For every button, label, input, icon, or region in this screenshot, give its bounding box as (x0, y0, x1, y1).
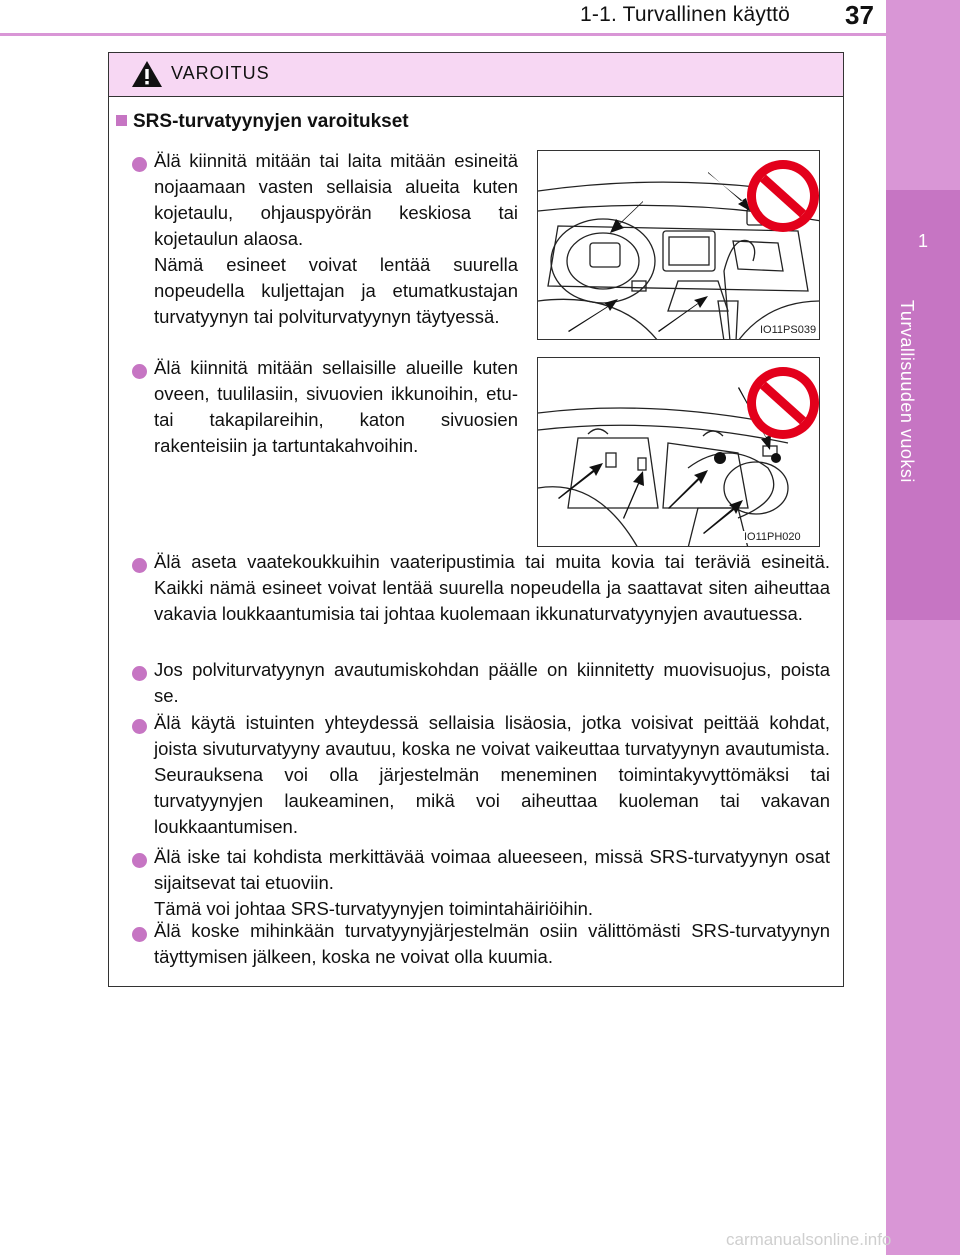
chapter-title: Turvallisuuden vuoksi (897, 300, 917, 483)
figure-code: IO11PH020 (744, 531, 801, 543)
warning-item-4: Jos polviturvatyynyn avautumiskohdan päälle on kiinnitetty muovisuojus, poista se. (154, 659, 830, 706)
dashboard-illustration (537, 150, 820, 340)
section-heading: SRS-turvatyynyjen varoitukset (116, 111, 409, 133)
bullet-icon (132, 719, 147, 734)
warning-item-3: Älä aseta vaatekoukkuihin vaateripustimia tai muita kovia tai teräviä esineitä. Kaikki nämä esineet voivat lentää suurella nopeudella ja saattavat siten aiheuttaa vakavia loukkaantumisia tai johtaa kuolemaan ikkunaturvatyynyjen avautuessa. (154, 551, 830, 624)
section-title: 1-1. Turvallinen käyttö (580, 3, 791, 26)
prohibition-icon (747, 160, 819, 232)
side-tab (886, 0, 960, 1255)
page-number: 37 (845, 0, 874, 30)
bullet-icon (132, 364, 147, 379)
warning-item-5: Älä käytä istuinten yhteydessä sellaisia lisäosia, jotka voisivat peittää kohdat, joista sivuturvatyyny avautuu, koska ne voivat vaikeuttaa turvatyynyn avautumista. Seurauksena voi olla järjestelmän meneminen toimintakyvyttömäksi tai turvatyynyjen laukeaminen, mikä voi aiheuttaa kuoleman tai vakavan loukkaantumisen. (154, 712, 830, 837)
warning-item-2: Älä kiinnitä mitään sellaisille alueille kuten oveen, tuulilasiin, sivuovien ikkunoihin, etu- tai takapilareihin, katon sivuosien rakenteisiin ja tartuntakahvoihin. (154, 357, 518, 456)
prohibition-icon (747, 367, 819, 439)
watermark: carmanualsonline.info (726, 1230, 892, 1249)
warning-label: VAROITUS (171, 63, 270, 83)
bullet-icon (132, 157, 147, 172)
warning-triangle-icon (131, 60, 163, 88)
warning-header (109, 53, 843, 97)
warning-item-6: Älä iske tai kohdista merkittävää voimaa alueeseen, missä SRS-turvatyynyn osat sijaitsevat tai etuoviin. Tämä voi johtaa SRS-turvatyynyjen toimintahäiriöihin. (154, 846, 830, 919)
warning-item-1: Älä kiinnitä mitään tai laita mitään esineitä nojaamaan vasten sellaisia alueita kuten kojetaulu, ohjauspyörän keskiosa tai kojetaulun alaosa. Nämä esineet voivat lentää suurella nopeudella kuljettajan ja etumatkustajan turvatyynyn tai polviturvatyynyn täytyessä. (154, 150, 518, 327)
square-bullet-icon (116, 115, 127, 126)
bullet-icon (132, 853, 147, 868)
side-interior-illustration (537, 357, 820, 547)
header-rule (0, 33, 886, 36)
bullet-icon (132, 558, 147, 573)
bullet-icon (132, 927, 147, 942)
figure-code: IO11PS039 (760, 324, 817, 336)
warning-item-7: Älä koske mihinkään turvatyynyjärjestelmän osiin välittömästi SRS-turvatyynyn täyttymisen jälkeen, koska ne voivat olla kuumia. (154, 920, 830, 967)
chapter-number: 1 (917, 231, 928, 251)
bullet-icon (132, 666, 147, 681)
